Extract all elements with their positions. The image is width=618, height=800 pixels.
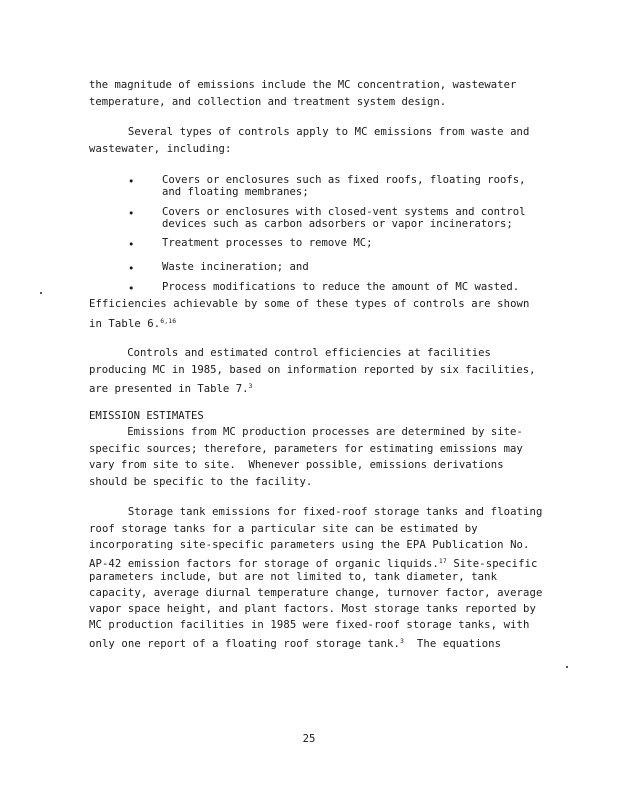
page-number: 25 [302, 733, 316, 745]
bullet-text: Treatment processes to remove MC; [162, 237, 373, 249]
opening-paragraph: the magnitude of emissions include the MC concentration, wastewater temperature, and collection and treatment system design. [89, 79, 517, 108]
section-heading: EMISSION ESTIMATES [89, 410, 204, 422]
controls-intro-line-1: Several types of controls apply to MC emissions from waste and [89, 126, 530, 138]
controls-paragraph-text: Controls and estimated control efficiencies at facilities producing MC in 1985, based on information reported by six facilities, are presented in Table 7. [89, 347, 536, 395]
bullet-text: Process modifications to reduce the amount of MC wasted. [162, 281, 520, 293]
bullet-marker: • [128, 283, 135, 295]
bullet-marker: • [128, 208, 135, 220]
efficiencies-reference: 6,16 [160, 317, 177, 325]
storage-line-4 [89, 555, 538, 571]
controls-intro-line-2: wastewater, including: [89, 143, 232, 155]
bullet-text: Covers or enclosures such as fixed roofs, floating roofs, and floating membranes; [162, 174, 526, 198]
bullet-text: Covers or enclosures with closed-vent systems and control devices such as carbon adsorbers or vapor incinerators; [162, 206, 526, 230]
controls-paragraph [89, 345, 559, 398]
efficiencies-text: in Table 6. [89, 318, 161, 330]
storage-line-6: capacity, average diurnal temperature change, turnover factor, average [89, 587, 543, 599]
storage-line-2: roof storage tanks for a particular site can be estimated by [89, 523, 478, 535]
storage-line-9-text: only one report of a floating roof storage tank. [89, 638, 400, 650]
bullet-marker: • [128, 239, 135, 251]
controls-reference: 3 [248, 382, 253, 390]
storage-reference-17: 17 [438, 557, 447, 565]
scan-speck [566, 666, 568, 668]
storage-line-8: MC production facilities in 1985 were fixed-roof storage tanks, with [89, 619, 530, 631]
bullet-text: Waste incineration; and [162, 261, 309, 273]
storage-line-9-tail: The equations [403, 638, 502, 650]
storage-line-3: incorporating site-specific parameters using the EPA Publication No. [89, 539, 530, 551]
bullet-marker: • [128, 263, 135, 275]
storage-line-4-text: AP-42 emission factors for storage of organic liquids. [89, 558, 439, 570]
storage-line-1: Storage tank emissions for fixed-roof storage tanks and floating [89, 506, 543, 518]
efficiencies-line-2 [89, 315, 176, 331]
storage-line-7: vapor space height, and plant factors. Most storage tanks reported by [89, 603, 536, 615]
efficiencies-line-1: Efficiencies achievable by some of these types of controls are shown [89, 298, 530, 310]
storage-line-4-tail: Site-specific [446, 558, 538, 570]
scan-speck [40, 292, 42, 294]
storage-line-9 [89, 635, 501, 651]
storage-reference-3: 3 [399, 637, 404, 645]
emissions-paragraph: Emissions from MC production processes are determined by site- specific sources; therefore, parameters for estimating emissions may vary from site to site. Whenever possible, emissions derivations should be specific to the facility. [89, 426, 523, 488]
bullet-marker: • [128, 176, 135, 188]
storage-line-5: parameters include, but are not limited to, tank diameter, tank [89, 571, 498, 583]
